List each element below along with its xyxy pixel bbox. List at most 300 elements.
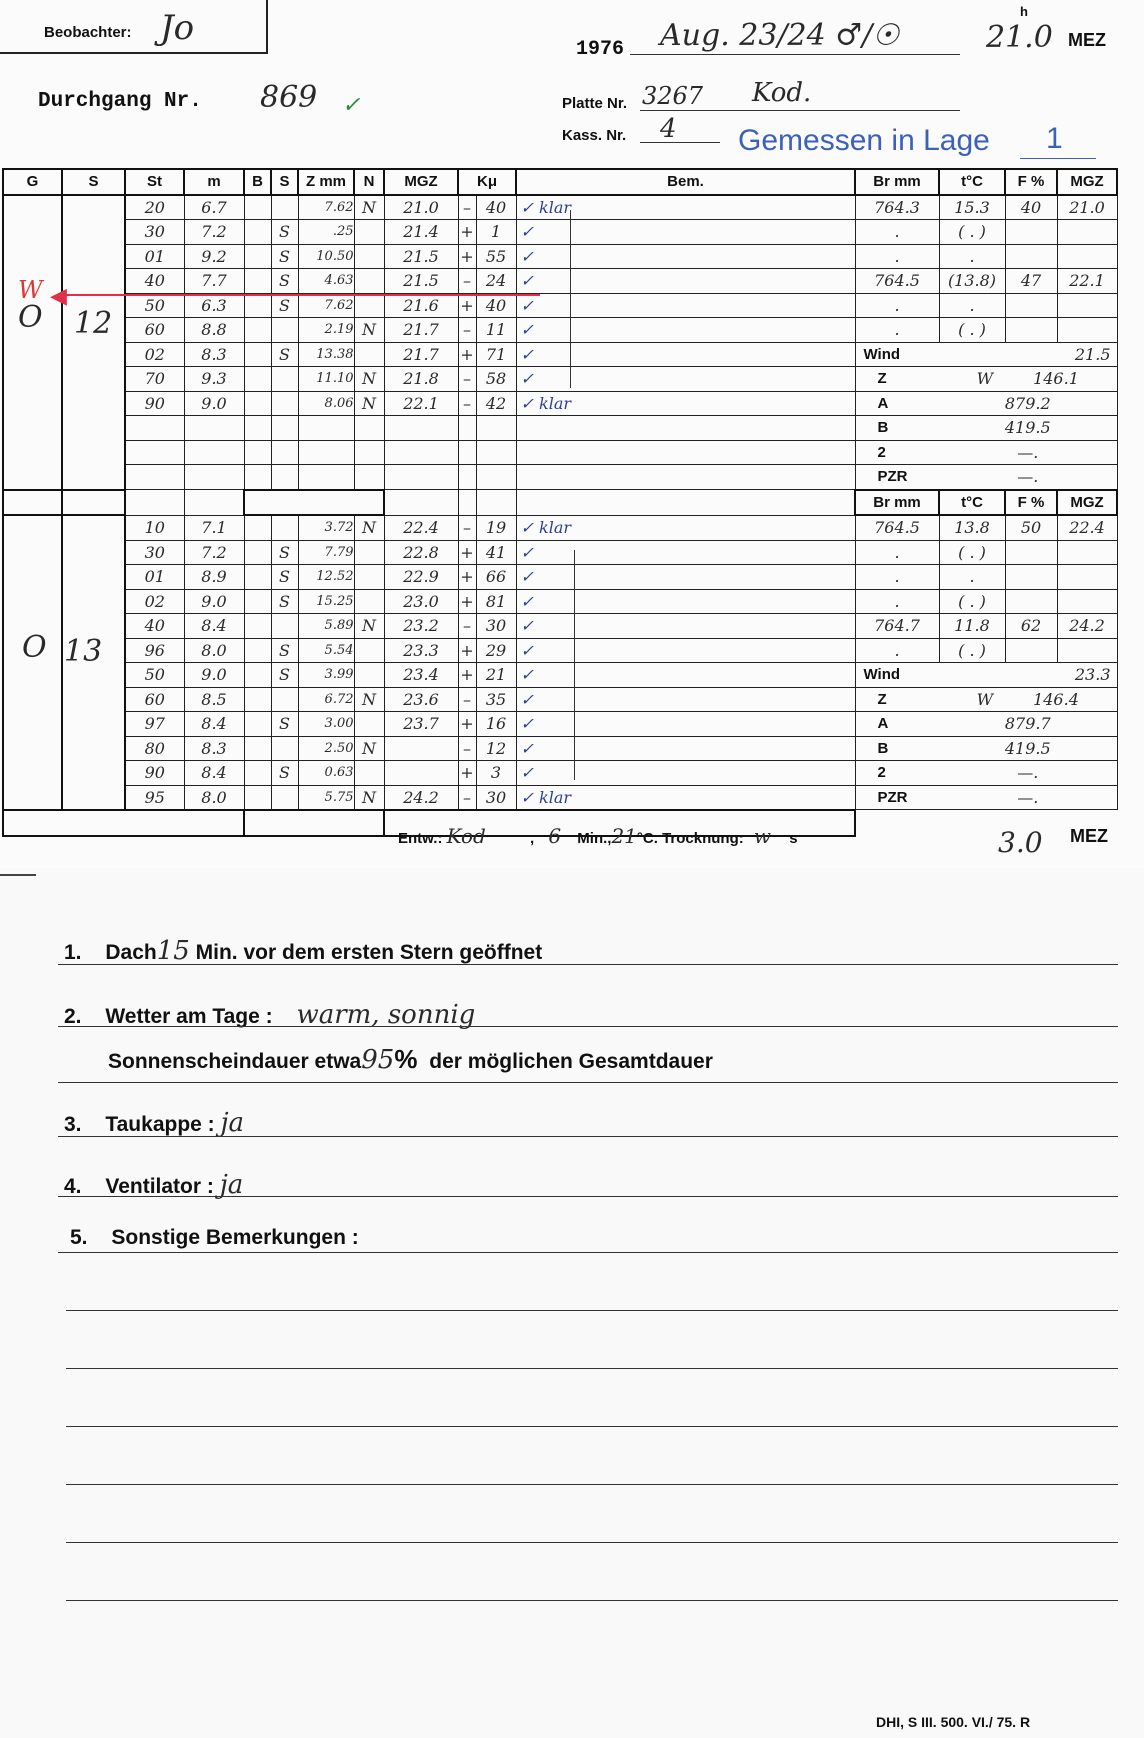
s-cell: [271, 515, 298, 540]
blank-line-3: [66, 1426, 1118, 1427]
table-row: [3, 614, 855, 639]
n-cell: N: [354, 785, 384, 810]
wind-label-cell: Z: [855, 687, 939, 712]
red-mark-w: W: [18, 276, 43, 304]
wind-z-value: 146.4: [1033, 689, 1079, 709]
bem-cell: ✓: [516, 687, 855, 712]
z-cell: 7.62: [298, 293, 354, 318]
st-cell: 02: [125, 589, 184, 614]
group-s-cell: [62, 195, 125, 490]
table-row: [3, 736, 855, 761]
observer-box: [0, 0, 268, 54]
k-cell: 30: [476, 785, 516, 810]
plate-extra: Kod.: [752, 78, 812, 108]
n-cell: [354, 465, 384, 490]
humidity-cell: [1005, 293, 1057, 318]
weather-header-1: t°C: [939, 490, 1005, 516]
weather-mgz-cell: 22.4: [1057, 515, 1117, 540]
q3-line: [58, 1136, 1118, 1137]
bem-cell: ✓: [516, 293, 855, 318]
wind-value-cell: 879.7: [939, 712, 1117, 737]
footer-blank-mid: [244, 810, 384, 836]
weather-header-2: F %: [1005, 169, 1057, 195]
st-cell: 01: [125, 244, 184, 269]
s-cell: S: [271, 712, 298, 737]
pressure-cell: 764.5: [855, 269, 939, 294]
m-cell: 9.2: [184, 244, 244, 269]
m-cell: 9.3: [184, 367, 244, 392]
table-row: [3, 195, 855, 220]
table-row: [3, 391, 855, 416]
q2-num: 2.: [64, 1005, 82, 1028]
date-underline: [630, 54, 960, 55]
st-cell: 02: [125, 342, 184, 367]
year-prefix: 1976: [576, 38, 625, 61]
b-cell: [244, 761, 271, 786]
bem-cell: ✓: [516, 736, 855, 761]
b-cell: [244, 440, 271, 465]
sign-cell: –: [458, 736, 476, 761]
s-cell: [271, 687, 298, 712]
table-header-0: G: [3, 169, 62, 195]
mgz-cell: [384, 416, 458, 441]
mgz-cell: 21.7: [384, 342, 458, 367]
bem-cell: ✓: [516, 712, 855, 737]
z-cell: 12.52: [298, 565, 354, 590]
k-cell: 55: [476, 244, 516, 269]
k-cell: 21: [476, 663, 516, 688]
table-row: [3, 416, 855, 441]
s-cell: [271, 318, 298, 343]
n-cell: N: [354, 391, 384, 416]
pressure-cell: .: [855, 220, 939, 245]
s-cell: [271, 465, 298, 490]
table-row: [3, 244, 855, 269]
form-code: DHI, S III. 500. VI./ 75. R: [876, 1714, 1031, 1730]
group-separator-row: [3, 490, 855, 516]
weather-header-2: F %: [1005, 490, 1057, 516]
wind-value-cell: 879.2: [939, 391, 1117, 416]
temp-cell: .: [939, 293, 1005, 318]
table-row: [3, 342, 855, 367]
mgz-cell: 23.2: [384, 614, 458, 639]
pressure-cell: 764.5: [855, 515, 939, 540]
m-cell: 8.0: [184, 785, 244, 810]
q4-num: 4.: [64, 1175, 82, 1198]
weather-row: [855, 269, 1117, 294]
bem-cell: ✓ klar: [516, 785, 855, 810]
q4-line: [58, 1196, 1118, 1197]
s-cell: S: [271, 244, 298, 269]
b-cell: [244, 318, 271, 343]
sign-cell: +: [458, 663, 476, 688]
bem-bracket-1: [570, 210, 571, 388]
weather-mgz-cell: 21.0: [1057, 195, 1117, 220]
n-cell: [354, 565, 384, 590]
table-row: [3, 515, 855, 540]
footer-entw: [398, 824, 798, 848]
separator-cell: [62, 490, 125, 516]
group2-s: 13: [64, 634, 103, 669]
weather-mgz-cell: 22.1: [1057, 269, 1117, 294]
n-cell: N: [354, 318, 384, 343]
blank-line-4: [66, 1484, 1118, 1485]
st-cell: 30: [125, 220, 184, 245]
k-cell: 81: [476, 589, 516, 614]
z-cell: 7.62: [298, 195, 354, 220]
weather-row: [855, 195, 1117, 220]
weather-row: [855, 244, 1117, 269]
wind-z-w: W: [976, 689, 994, 709]
z-cell: 5.89: [298, 614, 354, 639]
k-cell: 16: [476, 712, 516, 737]
b-cell: [244, 293, 271, 318]
wind-label-cell: Wind: [855, 342, 939, 367]
table-row: [3, 367, 855, 392]
pressure-cell: .: [855, 589, 939, 614]
b-cell: [244, 785, 271, 810]
wind-row: [855, 367, 1117, 392]
temp-cell: .: [939, 565, 1005, 590]
weather-header-row: [855, 490, 1117, 516]
m-cell: 7.2: [184, 540, 244, 565]
transit-value: 869: [260, 80, 318, 115]
bem-cell: [516, 465, 855, 490]
n-cell: [354, 589, 384, 614]
mgz-cell: 21.4: [384, 220, 458, 245]
weather-mgz-cell: [1057, 638, 1117, 663]
wind-value-cell: —.: [939, 785, 1117, 810]
st-cell: 90: [125, 761, 184, 786]
z-cell: 2.19: [298, 318, 354, 343]
observer-label: Beobachter:: [44, 24, 132, 41]
observation-table: [2, 168, 856, 837]
weather-mgz-cell: [1057, 293, 1117, 318]
s-cell: [271, 785, 298, 810]
table-header-6: Z mm: [298, 169, 354, 195]
m-cell: 8.5: [184, 687, 244, 712]
q2b-a: Sonnenscheindauer etwa: [108, 1050, 362, 1073]
bem-cell: ✓: [516, 589, 855, 614]
card-edge-mark: [0, 874, 36, 876]
sign-cell: [458, 465, 476, 490]
table-row: [3, 761, 855, 786]
s-cell: [271, 416, 298, 441]
group1-g: O: [18, 300, 43, 335]
mgz-cell: [384, 736, 458, 761]
transit-label: Durchgang Nr.: [38, 90, 202, 113]
temp-cell: 15.3: [939, 195, 1005, 220]
n-cell: [354, 712, 384, 737]
weather-row: [855, 638, 1117, 663]
temp-cell: ( . ): [939, 638, 1005, 663]
temp-cell: ( . ): [939, 318, 1005, 343]
s-cell: [271, 367, 298, 392]
n-cell: [354, 416, 384, 441]
weather-header-0: Br mm: [855, 169, 939, 195]
table-row: [3, 638, 855, 663]
q1-num: 1.: [64, 941, 82, 964]
mgz-cell: [384, 465, 458, 490]
pressure-cell: 764.3: [855, 195, 939, 220]
table-row: [3, 663, 855, 688]
sign-cell: +: [458, 540, 476, 565]
n-cell: [354, 638, 384, 663]
wind-blank: [939, 663, 1005, 688]
m-cell: [184, 465, 244, 490]
table-header-4: B: [244, 169, 271, 195]
separator-cell: [516, 490, 855, 516]
sign-cell: –: [458, 318, 476, 343]
m-cell: 8.9: [184, 565, 244, 590]
st-cell: 10: [125, 515, 184, 540]
mgz-cell: [384, 761, 458, 786]
b-cell: [244, 367, 271, 392]
n-cell: [354, 269, 384, 294]
q3-a: Taukappe :: [105, 1113, 215, 1136]
k-cell: 35: [476, 687, 516, 712]
mgz-cell: 24.2: [384, 785, 458, 810]
q1-line: [58, 964, 1118, 965]
k-cell: 11: [476, 318, 516, 343]
m-cell: 6.7: [184, 195, 244, 220]
st-cell: 20: [125, 195, 184, 220]
min-label: Min.,: [577, 830, 612, 847]
bem-cell: ✓: [516, 318, 855, 343]
z-cell: 5.54: [298, 638, 354, 663]
z-cell: 15.25: [298, 589, 354, 614]
wind-row: [855, 391, 1117, 416]
wind-value-cell: [939, 367, 1117, 392]
table-row: [3, 785, 855, 810]
entw-value: Kod: [446, 824, 486, 848]
m-cell: 8.4: [184, 614, 244, 639]
table-header-1: S: [62, 169, 125, 195]
bem-cell: ✓ klar: [516, 195, 855, 220]
k-cell: 40: [476, 195, 516, 220]
wind-row: [855, 712, 1117, 737]
blank-line-5: [66, 1542, 1118, 1543]
humidity-cell: 47: [1005, 269, 1057, 294]
q3: [64, 1108, 244, 1138]
weather-row: [855, 565, 1117, 590]
wind-row: [855, 416, 1117, 441]
separator-cell: [125, 490, 184, 516]
q2-line: [58, 1026, 1118, 1027]
wind-label-cell: Z: [855, 367, 939, 392]
sign-cell: +: [458, 342, 476, 367]
humidity-cell: 50: [1005, 515, 1057, 540]
humidity-cell: [1005, 638, 1057, 663]
st-cell: 70: [125, 367, 184, 392]
pressure-cell: .: [855, 638, 939, 663]
st-cell: 01: [125, 565, 184, 590]
m-cell: 9.0: [184, 391, 244, 416]
b-cell: [244, 244, 271, 269]
sign-cell: +: [458, 638, 476, 663]
n-cell: [354, 342, 384, 367]
entw-comma: ,: [530, 830, 535, 847]
pressure-cell: .: [855, 540, 939, 565]
k-cell: [476, 440, 516, 465]
st-cell: 97: [125, 712, 184, 737]
temp-value: 21: [611, 824, 637, 848]
q3-value: ja: [220, 1108, 245, 1138]
wind-row: [855, 687, 1117, 712]
st-cell: 80: [125, 736, 184, 761]
s-cell: [271, 391, 298, 416]
z-cell: 3.00: [298, 712, 354, 737]
sign-cell: –: [458, 195, 476, 220]
b-cell: [244, 638, 271, 663]
st-cell: 30: [125, 540, 184, 565]
k-cell: 66: [476, 565, 516, 590]
wind-value-cell: 21.5: [1005, 342, 1117, 367]
bem-cell: [516, 416, 855, 441]
mgz-cell: 23.0: [384, 589, 458, 614]
group-g-cell: [3, 195, 62, 490]
s-cell: S: [271, 269, 298, 294]
st-cell: 40: [125, 614, 184, 639]
b-cell: [244, 589, 271, 614]
wind-value-cell: —.: [939, 761, 1117, 786]
bem-cell: ✓: [516, 565, 855, 590]
st-cell: 60: [125, 318, 184, 343]
pressure-cell: .: [855, 565, 939, 590]
table-row: [3, 687, 855, 712]
m-cell: 7.2: [184, 220, 244, 245]
sign-cell: +: [458, 565, 476, 590]
wind-row: [855, 440, 1117, 465]
mgz-cell: [384, 440, 458, 465]
weather-header-row: [855, 169, 1117, 195]
m-cell: 8.0: [184, 638, 244, 663]
table-row: [3, 465, 855, 490]
q2b-value: 95: [361, 1045, 395, 1075]
bem-cell: ✓: [516, 342, 855, 367]
st-cell: 50: [125, 293, 184, 318]
st-cell: 95: [125, 785, 184, 810]
q4-value: ja: [219, 1170, 244, 1200]
mgz-cell: 23.3: [384, 638, 458, 663]
blank-line-6: [66, 1600, 1118, 1601]
weather-mgz-cell: [1057, 220, 1117, 245]
q5-a: Sonstige Bemerkungen :: [111, 1226, 359, 1249]
table-row: [3, 293, 855, 318]
red-arrow-line: [60, 294, 540, 296]
bem-cell: ✓: [516, 269, 855, 294]
z-cell: 13.38: [298, 342, 354, 367]
wind-label-cell: PZR: [855, 465, 939, 490]
z-cell: 3.99: [298, 663, 354, 688]
n-cell: N: [354, 736, 384, 761]
b-cell: [244, 565, 271, 590]
weather-row: [855, 220, 1117, 245]
weather-mgz-cell: [1057, 318, 1117, 343]
m-cell: 8.4: [184, 761, 244, 786]
st-cell: 96: [125, 638, 184, 663]
sign-cell: [458, 440, 476, 465]
table-row: [3, 589, 855, 614]
plate-value: 3267: [642, 82, 704, 110]
s-cell: [271, 195, 298, 220]
bem-cell: ✓: [516, 761, 855, 786]
n-cell: N: [354, 367, 384, 392]
wind-label-cell: A: [855, 391, 939, 416]
table-header-10: Bem.: [516, 169, 855, 195]
mgz-cell: 22.9: [384, 565, 458, 590]
b-cell: [244, 465, 271, 490]
q5: [70, 1226, 359, 1250]
wind-value-cell: 23.3: [1005, 663, 1117, 688]
q2b-b: der möglichen Gesamtdauer: [429, 1050, 713, 1073]
m-cell: [184, 440, 244, 465]
separator-cell: [3, 490, 62, 516]
table-row: [3, 565, 855, 590]
k-cell: [476, 465, 516, 490]
m-cell: 8.3: [184, 342, 244, 367]
wind-row: [855, 465, 1117, 490]
pressure-cell: .: [855, 244, 939, 269]
bem-cell: ✓: [516, 614, 855, 639]
wind-z-value: 146.1: [1033, 369, 1079, 389]
mgz-cell: 22.1: [384, 391, 458, 416]
humidity-cell: 62: [1005, 614, 1057, 639]
n-cell: [354, 244, 384, 269]
k-cell: 30: [476, 614, 516, 639]
notes-section: [0, 868, 1144, 1738]
weather-row: [855, 293, 1117, 318]
bem-cell: ✓ klar: [516, 515, 855, 540]
table-row: [3, 440, 855, 465]
wind-label-cell: 2: [855, 440, 939, 465]
b-cell: [244, 269, 271, 294]
z-cell: .25: [298, 220, 354, 245]
b-cell: [244, 736, 271, 761]
observer-value: Jo: [160, 8, 195, 48]
z-cell: 4.63: [298, 269, 354, 294]
m-cell: [184, 416, 244, 441]
wind-label-cell: Wind: [855, 663, 939, 688]
n-cell: [354, 440, 384, 465]
n-cell: [354, 293, 384, 318]
humidity-cell: [1005, 318, 1057, 343]
sign-cell: –: [458, 785, 476, 810]
q1-value: 15: [156, 936, 190, 966]
n-cell: N: [354, 687, 384, 712]
blank-line-1: [66, 1310, 1118, 1311]
sign-cell: +: [458, 220, 476, 245]
s-label: s: [789, 830, 798, 847]
b-cell: [244, 614, 271, 639]
sign-cell: +: [458, 293, 476, 318]
sign-cell: +: [458, 244, 476, 269]
humidity-cell: [1005, 589, 1057, 614]
q2-a: Wetter am Tage :: [105, 1005, 273, 1028]
mgz-cell: 21.5: [384, 244, 458, 269]
z-cell: 11.10: [298, 367, 354, 392]
wind-label-cell: B: [855, 416, 939, 441]
bem-cell: ✓: [516, 367, 855, 392]
mgz-cell: 21.0: [384, 195, 458, 220]
degc-label: °C. Trocknung:: [636, 830, 744, 847]
table-header-row: [3, 169, 855, 195]
cass-value: 4: [660, 114, 677, 144]
bem-cell: ✓: [516, 220, 855, 245]
weather-mgz-cell: 24.2: [1057, 614, 1117, 639]
z-cell: 3.72: [298, 515, 354, 540]
b-cell: [244, 687, 271, 712]
